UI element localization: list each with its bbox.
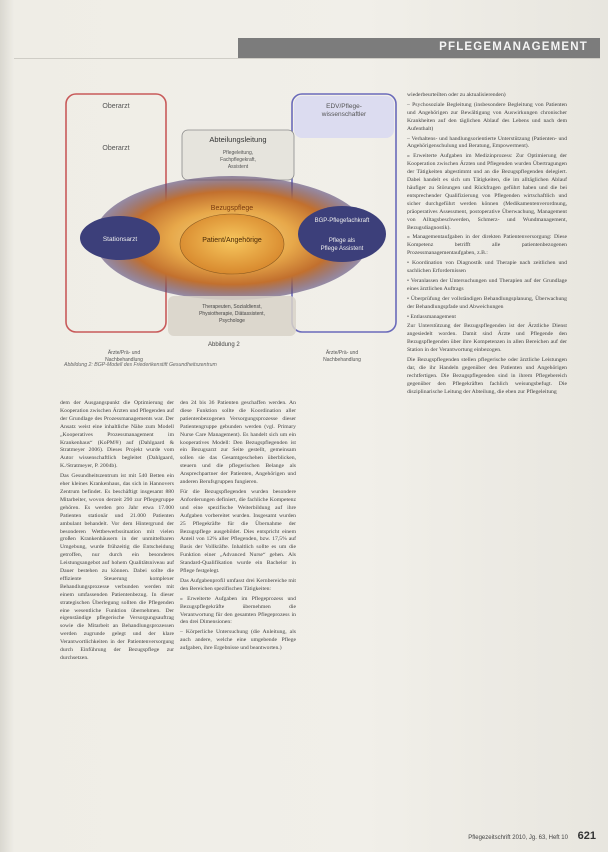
paragraph: Das Gesundheitszentrum ist mit 540 Betten ein eher kleines Krankenhaus, das sich in Hannovers Zentrum befindet. Es beschäftigt insgesamt 880 Mitarbeiter, wovon derzeit 290 zur Pflegegruppe gehören. Es werden pro Jahr etwa 17.000 Patienten stationär und 21.000 Patienten ambulant behandelt. Vor dem Hintergrund der besonderen Wettbewerbssituation mit vielen großen Krankenhäusern in der unmittelbaren Umgebung, wurde frühzeitig die Entscheidung getroffen, nur durch ein besonderes Leistungsangebot auf hohem Qualitätsniveau auf Dauer bestehen zu können. Dabei sollte die effiziente Steuerung komplexer Behandlungsprozesse verbunden werden mit einem umfassenden Patientenbezug. In dieser strategischen Überlegung sollten die Pflegenden eine wesentliche Funktion übernehmen. Der eigenständige pflegerische Versorgungsauftrag sowie die Mitarbeit an Behandlungsprozessen werden zugrunde gelegt und der klare Verantwortlichkeiten in der Patientenversorgung durch Einführung der Bezugspflege zur durchsetzen. bbox=[60, 473, 174, 661]
label-mitte-unten: Therapeuten, Sozialdienst, Physiotherapie, Diätassistent, Psychologe bbox=[199, 304, 265, 324]
page-number: 621 bbox=[577, 830, 596, 842]
section-title: PFLEGEMANAGEMENT bbox=[439, 41, 588, 53]
paragraph: den 24 bis 36 Patienten geschaffen werden. An diese Funktion sollte die Koordination aller patientenbezogenen Versorgungsprozesse dieser Patientengruppe gebunden werden (vgl. Primary Nurse Care Management). Es handelt sich um ein kooperatives Modell: Den Bezugspflegenden ist ein Bezugsarzt zur Seite gestellt, gemeinsam sollen sie das Gesamtgeschehen überblicken, steuern und die pflegerischen Belange als Ansprechpartner der Patienten, Angehörigen und anderen Berufsgruppen fungieren. bbox=[180, 400, 296, 486]
paragraph: Zur Unterstützung der Bezugspflegenden ist der Ärztliche Dienst angesiedelt worden. Damit sind Ärzte und Pflegende den Bezugspflegenden über ihre Kompetenzen in allen Bereichen auf der Station in der Verantwortung einbezogen. bbox=[407, 323, 567, 354]
journal-citation: Pflegezeitschrift 2010, Jg. 63, Heft 10 bbox=[468, 835, 568, 841]
paragraph: • Veranlassen der Untersuchungen und Therapien auf der Grundlage eines ärztlichen Auftrags bbox=[407, 277, 567, 292]
text-column-3 bbox=[407, 92, 567, 399]
label-edv: EDV/Pflege-wissenschaftler bbox=[321, 103, 367, 118]
paragraph: Für die Bezugspflegenden wurden besondere Anforderungen definiert, die fachliche Kompetenz und eine spezifische Weiterbildung auf ihre Aufgaben vorbereitet wurden. Insgesamt wurden 25 Pflegekräfte für die Übernahme der Bezugspflege ausgebildet. Dies entspricht einem Anteil von 12% aller Pflegenden, bzw. 17,5% auf Basis der Vollkräfte. Inhaltlich sollte es um die Funktion einer „Advanced Nurse“ gehen. Als Standard-Qualifikation wurde ein Bachelor in Pflege festgelegt. bbox=[180, 488, 296, 575]
paragraph: – Psychosoziale Begleitung (insbesondere Begleitung von Patienten und Angehörigen zur Bewältigung von Auswirkungen chronischer Krankheiten auf den täglichen Ablauf des Lebens und nach dem Aufenthalt) bbox=[407, 101, 567, 132]
paragraph: Das Aufgabenprofil umfasst drei Kernbereiche mit den Bereichen spezifischen Tätigkeiten: bbox=[180, 577, 296, 592]
right-node bbox=[298, 206, 386, 262]
figure-label: Abbildung 2 bbox=[208, 342, 240, 348]
label-patient: Patient/Angehörige bbox=[202, 237, 262, 244]
page-footer bbox=[468, 830, 596, 842]
header-rule bbox=[14, 58, 600, 59]
paragraph: • Entlassmanagement bbox=[407, 313, 456, 320]
label-stationsarzt: Stationsarzt bbox=[102, 236, 138, 243]
text-column-1 bbox=[60, 400, 174, 665]
paragraph: dem der Ausgangspunkt die Optimierung der Kooperation zwischen Ärzten und Pflegenden auf der Grundlage des Prozessmanagements war. Der Ansatz weist eine inhaltliche Nähe zum Modell „Kooperatives Prozessmanagement im Krankenhaus“ (KoPM®) auf (Dahlgaard & Stratmeyer 2006). Dieses Projekt wurde vom Autor wissenschaftlich begleitet (Dahlgaard, K./Stratmeyer, P. 2004b). bbox=[60, 400, 174, 470]
paragraph: • Koordination von Diagnostik und Therapie nach zeitlichen und sachlichen Erfordernissen bbox=[407, 260, 567, 275]
core-node bbox=[180, 214, 284, 274]
figure-caption: Abbildung 2: BGP-Modell des Friederikenstift Gesundheitszentrum bbox=[64, 362, 217, 368]
label-rechts-unten: Ärzte/Prä- und Nachbehandlung bbox=[323, 350, 361, 363]
label-oberarzt: Oberarzt bbox=[102, 145, 130, 152]
paragraph: – Verhaltens- und handlungsorientierte Unterstützung (Patienten- und Angehörigenschulung und Beratung, Empowerment). bbox=[407, 135, 567, 150]
paragraph: » Managementaufgaben in der direkten Patientenversorgung: Diese Kompetenz betrifft alle patientenbezogenen Prozessmanagementaufgaben, z.B.: bbox=[407, 234, 567, 257]
label-pflege-assistent: Pflege als Pflege Assistent bbox=[320, 238, 364, 252]
paragraph: Die Bezugspflegenden stellen pflegerische oder ärztliche Leistungen dar, die ihr Handeln gegenüber den Patienten und Angehörigen rechtfertigen. Die Bezugspflegenden sind in ihrem Pflegebereich gegenüber den Pflegekräften fachlich weisungsbefugt. Die disziplinarische Leitung der Abteilung, die eben zur Pflegeleitung bbox=[407, 357, 567, 395]
label-links-unten: Ärzte/Prä- und Nachbehandlung bbox=[105, 350, 143, 363]
label-koordination: BGP-Pflegefachkraft bbox=[314, 218, 370, 224]
paragraph: » Erweiterte Aufgaben im Pflegeprozess und Bezugspflegekräfte übernehmen die Verantwortung für den gesamten Pflegeprozess in den drei Dimensionen: bbox=[180, 595, 296, 626]
bgp-model-diagram bbox=[60, 88, 402, 378]
paragraph: wiederbeurteilten oder zu aktualisierenden) bbox=[407, 92, 506, 98]
label-abteilungsleitung-sub: Pflegeleitung, Fachpflegekraft, Assistent bbox=[220, 150, 256, 170]
paragraph: – Körperliche Untersuchung (die Anleitung, als auch andere, welche eine umgebende Pflege aufgaben, ihre Ergebnisse und beantworten.) bbox=[180, 629, 296, 652]
label-abteilungsleitung: Abteilungsleitung bbox=[209, 135, 267, 144]
paragraph: • Überprüfung der vollständigen Behandlungsplanung, Überwachung der Behandlungspfade und Abweichungen bbox=[407, 295, 567, 310]
label-oberarzt-top: Oberarzt bbox=[102, 103, 130, 110]
text-column-2 bbox=[180, 400, 296, 655]
paragraph: » Erweiterte Aufgaben im Medizinprozess: Zur Optimierung der Kooperation zwischen Ärzten und Pflegenden wurden Übertragungen der Tätigkeiten abgestimmt und an die Bezugspflegenden delegiert. Dabei handelt es sich um Tätigkeiten, die im alltäglichen Ablauf häufiger zu Störungen und Rückfragen geführt haben und die bei entsprechender Qualifizierung von Pflegenden wirtschaftlich und sicher durchgeführt werden können (Medikamentenverordnung, präoperatives Assessment, postoperative Überwachung, Management von Alltagsbeschwerden, Schmerz- und Wundmanagement, Bezugsdiagnostik). bbox=[407, 153, 567, 231]
label-bezugspflege: Bezugspflege bbox=[210, 205, 254, 212]
section-header bbox=[238, 38, 600, 58]
